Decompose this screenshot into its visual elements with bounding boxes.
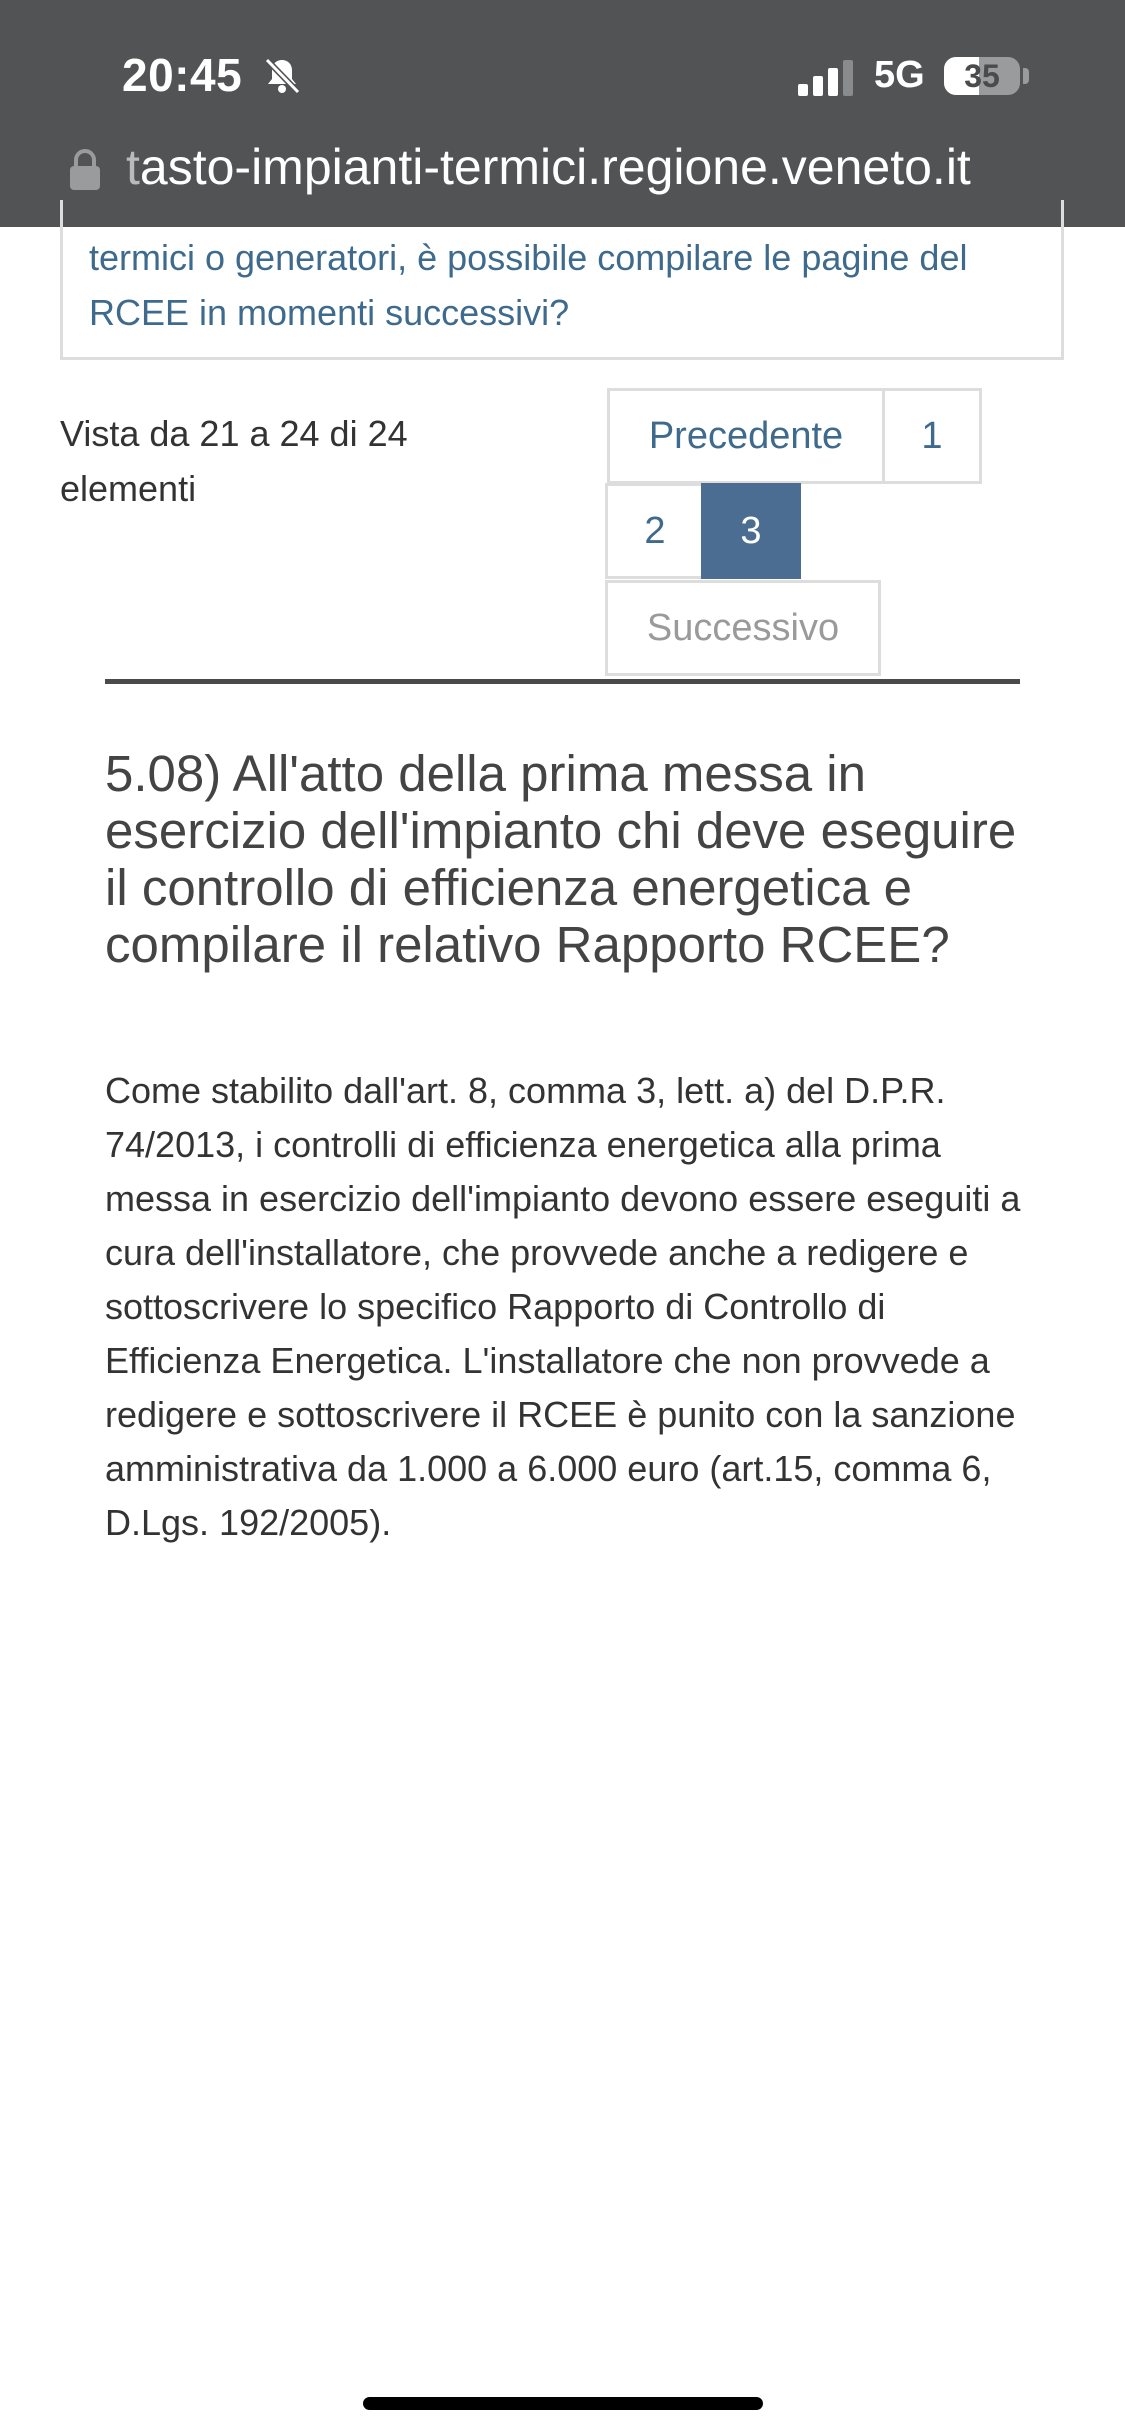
- faq-answer: Come stabilito dall'art. 8, comma 3, lett. a) del D.P.R. 74/2013, i controlli di efficienza energetica alla prima messa in esercizio dell'impianto devono essere eseguiti a cura dell'installatore, che provvede anche a redigere e sottoscrivere lo specifico Rapporto di Controllo di Efficienza Energetica. L'installatore che non provvede a redigere e sottoscrivere il RCEE è punito con la sanzione amministrativa da 1.000 a 6.000 euro (art.15, comma 6, D.Lgs. 192/2005).: [105, 1070, 1021, 1543]
- url-bar[interactable]: [126, 138, 971, 196]
- status-time: 20:45: [122, 49, 243, 101]
- url-faded: t: [126, 139, 140, 195]
- pagination-page-3-current[interactable]: 3: [701, 483, 801, 579]
- lock-icon: [68, 148, 102, 192]
- battery-icon: [944, 57, 1020, 95]
- pagination-page-1[interactable]: 1: [882, 388, 982, 484]
- url-text: asto-impianti-termici.regione.veneto.it: [139, 139, 971, 195]
- previous-faq-card: [60, 200, 1064, 360]
- previous-faq-link[interactable]: termici o generatori, è possibile compilare le pagine del RCEE in momenti successivi?: [89, 237, 968, 333]
- network-label: 5G: [874, 54, 925, 96]
- section-divider: [105, 679, 1020, 684]
- bell-slash-icon: [262, 56, 302, 96]
- pagination-page-2[interactable]: 2: [605, 483, 705, 579]
- browser-chrome: [0, 0, 1125, 227]
- faq-question: 5.08) All'atto della prima messa in esercizio dell'impianto chi deve eseguire il controllo di efficienza energetica e compilare il relativo Rapporto RCEE?: [105, 745, 1017, 973]
- home-indicator[interactable]: [363, 2397, 763, 2410]
- pagination-previous-button[interactable]: Precedente: [607, 388, 885, 484]
- pagination-info: Vista da 21 a 24 di 24 elementi: [60, 413, 408, 509]
- pagination-next-button: Successivo: [605, 580, 881, 676]
- battery-tip: [1023, 68, 1029, 84]
- battery-level: 35: [964, 58, 1000, 94]
- signal-icon: [798, 60, 856, 96]
